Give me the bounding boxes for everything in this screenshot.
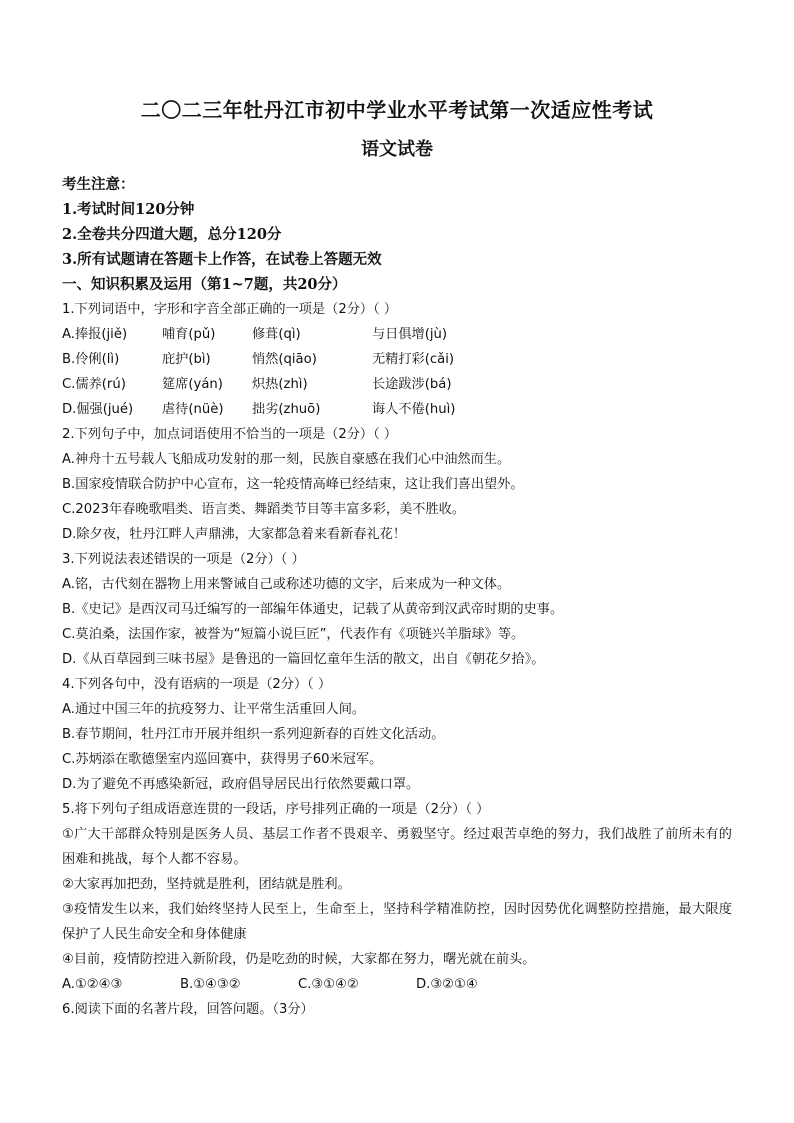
option-c: C.莫泊桑，法国作家，被誉为“短篇小说巨匠”，代表作有《项链兴羊脂球》等。: [62, 627, 525, 642]
sentence-2: ②大家再加把劲，坚持就是胜利，团结就是胜利。: [62, 877, 351, 892]
option-cell: 修葺(qì): [252, 327, 301, 342]
section-heading: 一、知识积累及运用（第1~7题，共20分）: [62, 276, 347, 293]
option-cell: 无精打彩(cǎi): [372, 352, 455, 367]
option-a: A.铭，古代刻在器物上用来警诫自己或称述功德的文字，后来成为一种文体。: [62, 577, 511, 592]
option-a: A.神舟十五号载人飞船成功发射的那一刻，民族自豪感在我们心中油然而生。: [62, 452, 511, 467]
question-4: [62, 672, 732, 797]
notice-item: 2.全卷共分四道大题，总分120分: [62, 226, 282, 243]
option-row-a: [62, 322, 732, 347]
option-c: C.③①④②: [298, 977, 359, 992]
option-cell: 炽热(zhì): [252, 377, 308, 392]
option-cell: 哺育(pǔ): [162, 327, 216, 342]
candidate-notice: [62, 172, 732, 272]
option-d: D.为了避免不再感染新冠，政府倡导居民出行依然要戴口罩。: [62, 777, 420, 792]
question-stem: 1.下列词语中，字形和字音全部正确的一项是（2分）（ ）: [62, 302, 398, 317]
question-1: [62, 297, 732, 422]
option-row-c: [62, 372, 732, 397]
option-a: A.①②④③: [62, 977, 123, 992]
notice-item: 1.考试时间120分钟: [62, 201, 195, 218]
sentence-1: ①广大干部群众特别是医务人员、基层工作者不畏艰辛、勇毅坚守。经过艰苦卓绝的努力，我们战胜了前所未有的困难和挑战，每个人都不容易。: [62, 827, 732, 867]
notice-item: 3.所有试题请在答题卡上作答，在试卷上答题无效: [62, 251, 382, 268]
option-cell: D.倔强(jué): [62, 402, 134, 417]
exam-title: 二〇二三年牡丹江市初中学业水平考试第一次适应性考试: [140, 98, 654, 122]
option-d: D.除夕夜，牡丹江畔人声鼎沸，大家都急着来看新春礼花！: [62, 527, 407, 542]
option-cell: 悄然(qiāo): [252, 352, 317, 367]
option-cell: 拙劣(zhuō): [252, 402, 321, 417]
question-2: [62, 422, 732, 547]
option-c: C.2023年春晚歌唱类、语言类、舞蹈类节目等丰富多彩，美不胜收。: [62, 502, 466, 517]
option-b: B.春节期间，牡丹江市开展并组织一系列迎新春的百姓文化活动。: [62, 727, 445, 742]
option-cell: 庇护(bì): [162, 352, 211, 367]
exam-subtitle: 语文试卷: [361, 139, 433, 160]
option-row-b: [62, 347, 732, 372]
question-6: [62, 997, 732, 1022]
option-cell: 虐待(nüè): [162, 402, 224, 417]
option-c: C.苏炳添在歌德堡室内巡回赛中，获得男子60米冠军。: [62, 752, 383, 767]
question-3: [62, 547, 732, 672]
question-stem: 2.下列句子中，加点词语使用不恰当的一项是（2分）（ ）: [62, 427, 398, 442]
notice-heading: 考生注意：: [62, 176, 135, 193]
option-cell: 与日俱增(jù): [372, 327, 448, 342]
question-stem: 6.阅读下面的名著片段，回答问题。（3分）: [62, 1002, 314, 1017]
option-row: [62, 972, 732, 997]
option-b: B.《史记》是西汉司马迁编写的一部编年体通史，记载了从黄帝到汉武帝时期的史事。: [62, 602, 564, 617]
sentence-4: ④目前，疫情防控进入新阶段，仍是吃劲的时候，大家都在努力，曙光就在前头。: [62, 952, 536, 967]
option-d: D.《从百草园到三味书屋》是鲁迅的一篇回忆童年生活的散文，出自《朝花夕拾》。: [62, 652, 545, 667]
option-cell: A.捧报(jiě): [62, 327, 128, 342]
option-b: B.国家疫情联合防护中心宣布，这一轮疫情高峰已经结束，这让我们喜出望外。: [62, 477, 524, 492]
option-cell: C.儒养(rú): [62, 377, 126, 392]
option-cell: B.伶俐(lì): [62, 352, 120, 367]
option-cell: 筵席(yán): [162, 377, 223, 392]
option-a: A.通过中国三年的抗疫努力、让平常生活重回人间。: [62, 702, 366, 717]
option-cell: 长途跋涉(bá): [372, 377, 452, 392]
option-cell: 诲人不倦(huì): [372, 402, 456, 417]
question-stem: 4.下列各句中，没有语病的一项是（2分）（ ）: [62, 677, 332, 692]
option-b: B.①④③②: [180, 977, 241, 992]
option-row-d: [62, 397, 732, 422]
question-stem: 5.将下列句子组成语意连贯的一段话，序号排列正确的一项是（2分）（ ）: [62, 802, 490, 817]
question-stem: 3.下列说法表述错误的一项是（2分）（ ）: [62, 552, 305, 567]
sentence-3: ③疫情发生以来，我们始终坚持人民至上，生命至上，坚持科学精准防控，因时因势优化调整防控措施，最大限度保护了人民生命安全和身体健康: [62, 902, 732, 942]
option-d: D.③②①④: [416, 977, 478, 992]
question-5: [62, 797, 732, 997]
